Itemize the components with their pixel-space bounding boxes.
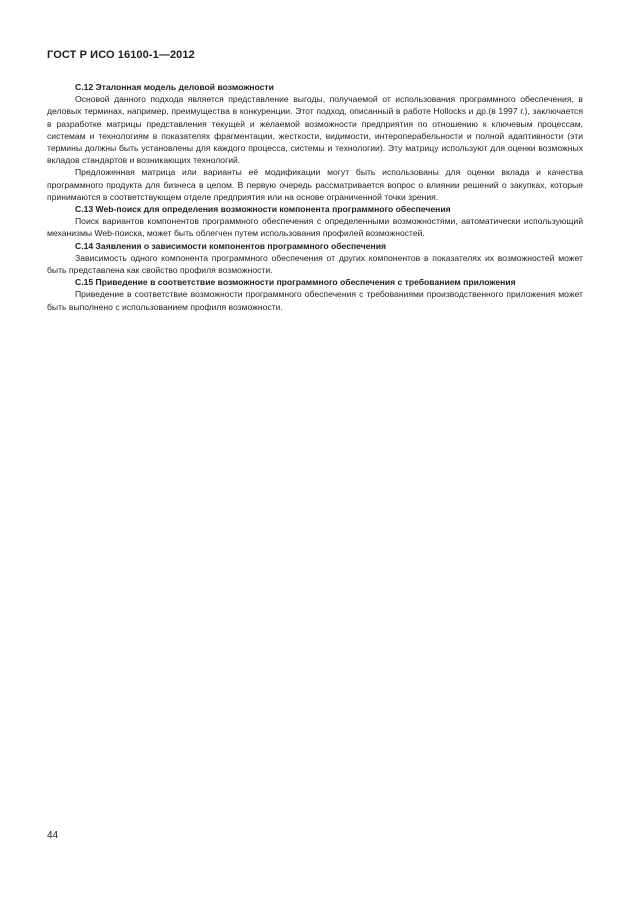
section-c12: [47, 81, 583, 203]
paragraph: Поиск вариантов компонентов программного обеспечения с определенными возможностями, автоматически использующий механизмы Web-поиска, может быть облегчен путем использования профилей возможностей.: [47, 216, 583, 239]
paragraph: Зависимость одного компонента программного обеспечения от других компонентов в показателях их возможностей может быть представлена как свойство профиля возможности.: [47, 252, 583, 276]
paragraph: Основой данного подхода является представление выгоды, получаемой от использования программного обеспечения, в деловых терминах, например, преимущества в конкуренции. Этот подход, описанный в работе Hollocks и др.(в 1997 г.), заключается в разработке матрицы представления текущей и желаемой возможности предприятия по отношению к ключевым процессам, системам и технологиям в показателях фрагментации, жесткости, видимости, интероперабельности и полной адаптивности (эти термины должны быть установлены для каждого процесса, системы и технологии). Эту матрицу используют для оценки возможных вкладов стандартов и возникающих технологий.: [47, 94, 583, 166]
section-title: С.15 Приведение в соответствие возможности программного обеспечения с требованием приложения: [75, 277, 516, 288]
paragraph: Приведение в соответствие возможности программного обеспечения с требованиями производственного приложения может быть выполнено с использованием профиля возможности.: [47, 289, 583, 312]
document-body: [47, 81, 583, 313]
paragraph: Предложенная матрица или варианты её модификации могут быть использованы для оценки вклада и качества программного продукта для бизнеса в целом. В первую очередь рассматривается вопрос о влиянии решений о закупках, которые принимаются в соответствующем отделе предприятия или на основе ограниченной точки зрения.: [47, 167, 583, 202]
document-header-title: ГОСТ Р ИСО 16100-1—2012: [47, 49, 195, 61]
section-c13: [47, 203, 583, 240]
page-number: 44: [47, 830, 59, 841]
section-title: С.13 Web-поиск для определения возможности компонента программного обеспечения: [75, 204, 451, 215]
section-title: С.14 Заявления о зависимости компонентов программного обеспечения: [75, 240, 386, 251]
section-c15: [47, 276, 583, 313]
section-title: С.12 Эталонная модель деловой возможности: [75, 82, 274, 92]
section-c14: [47, 240, 583, 277]
